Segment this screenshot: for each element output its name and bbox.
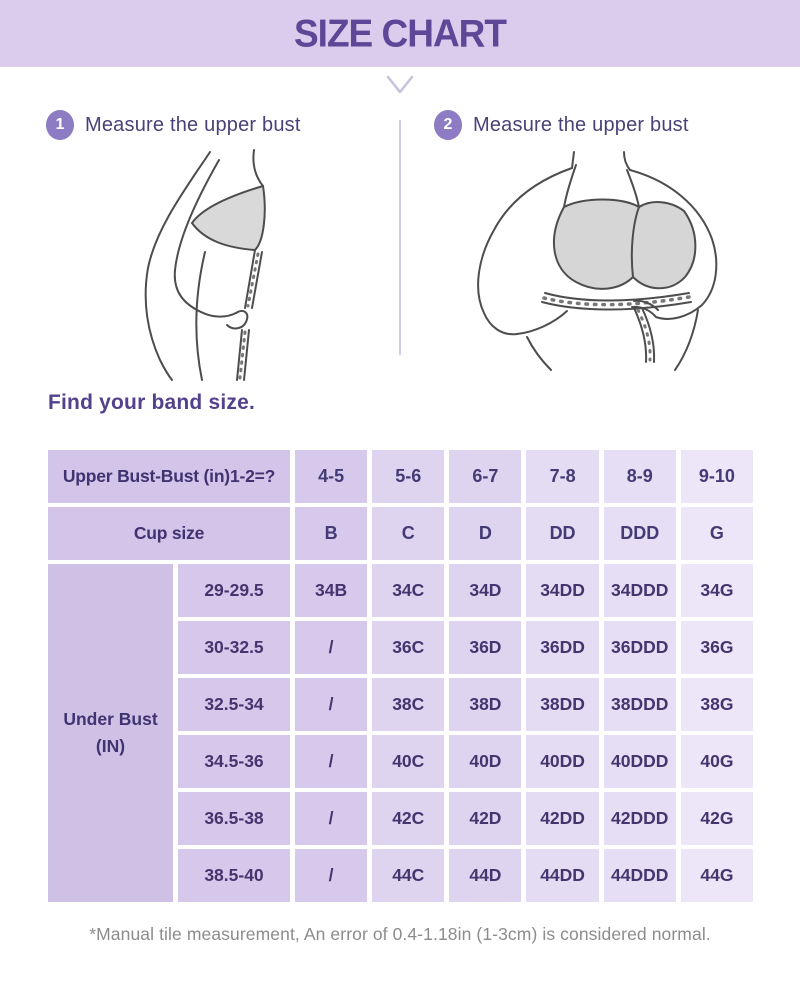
step-2-number-badge: 2: [434, 110, 462, 140]
table-size-value-cell: /: [295, 621, 367, 674]
table-size-value-cell: 44DDD: [604, 849, 676, 902]
table-header-diff-cell: 9-10: [681, 450, 753, 503]
table-size-value-cell: 40DDD: [604, 735, 676, 788]
front-view-measuring-svg: [426, 150, 771, 374]
step-2: [400, 110, 800, 140]
page-title: SIZE CHART: [294, 11, 506, 55]
table-band-range-cell: 36.5-38: [178, 792, 290, 845]
table-band-range-cell: 34.5-36: [178, 735, 290, 788]
table-size-value-cell: 44G: [681, 849, 753, 902]
section-divider: [399, 120, 401, 355]
table-size-value-cell: 38DD: [526, 678, 598, 731]
table-header-cup-cell: DD: [526, 507, 598, 560]
table-size-value-cell: 34C: [372, 564, 444, 617]
table-size-value-cell: 42DDD: [604, 792, 676, 845]
table-size-value-cell: 34D: [449, 564, 521, 617]
step-2-label: Measure the upper bust: [473, 113, 689, 136]
chevron-down-icon: [0, 74, 800, 96]
table-header-diff-cell: 7-8: [526, 450, 598, 503]
table-header-cup-cell: D: [449, 507, 521, 560]
side-view-measuring-illustration: [58, 146, 378, 389]
table-header-diff-cell: 6-7: [449, 450, 521, 503]
table-size-value-cell: /: [295, 678, 367, 731]
table-size-value-cell: 34G: [681, 564, 753, 617]
table-size-value-cell: 40D: [449, 735, 521, 788]
table-size-value-cell: 34B: [295, 564, 367, 617]
measurement-footnote: *Manual tile measurement, An error of 0.4-1.18in (1-3cm) is considered normal.: [89, 924, 711, 944]
table-header-diff-cell: 5-6: [372, 450, 444, 503]
table-size-value-cell: 36DDD: [604, 621, 676, 674]
table-size-value-cell: 38D: [449, 678, 521, 731]
table-size-value-cell: 42G: [681, 792, 753, 845]
table-size-value-cell: 34DDD: [604, 564, 676, 617]
side-view-measuring-svg: [58, 146, 378, 384]
table-size-value-cell: 38DDD: [604, 678, 676, 731]
table-size-value-cell: 42DD: [526, 792, 598, 845]
table-header-cup-cell: B: [295, 507, 367, 560]
size-table: [48, 450, 753, 902]
table-header-diff-cell: 8-9: [604, 450, 676, 503]
table-band-range-cell: 38.5-40: [178, 849, 290, 902]
table-size-value-cell: /: [295, 849, 367, 902]
table-size-value-cell: /: [295, 735, 367, 788]
table-band-range-cell: 32.5-34: [178, 678, 290, 731]
table-size-value-cell: 40DD: [526, 735, 598, 788]
table-band-range-cell: 30-32.5: [178, 621, 290, 674]
table-size-value-cell: 40C: [372, 735, 444, 788]
table-size-value-cell: 44C: [372, 849, 444, 902]
table-header-cup-cell: G: [681, 507, 753, 560]
table-size-value-cell: 42D: [449, 792, 521, 845]
table-size-value-cell: 36C: [372, 621, 444, 674]
step-1-label: Measure the upper bust: [85, 113, 301, 136]
table-size-value-cell: 36D: [449, 621, 521, 674]
band-size-heading: Find your band size.: [48, 391, 256, 414]
table-size-value-cell: 44DD: [526, 849, 598, 902]
table-header-cup-size-label: Cup size: [48, 507, 290, 560]
table-header-cup-cell: C: [372, 507, 444, 560]
table-size-value-cell: 38C: [372, 678, 444, 731]
table-under-bust-group-cell: Under Bust (IN): [48, 564, 173, 902]
table-size-value-cell: 42C: [372, 792, 444, 845]
table-header-upper-bust-label: Upper Bust-Bust (in)1-2=?: [48, 450, 290, 503]
table-size-value-cell: 40G: [681, 735, 753, 788]
header-bar: [0, 0, 800, 67]
table-size-value-cell: 36G: [681, 621, 753, 674]
table-header-cup-cell: DDD: [604, 507, 676, 560]
step-1: [0, 110, 400, 140]
table-header-diff-cell: 4-5: [295, 450, 367, 503]
table-size-value-cell: 44D: [449, 849, 521, 902]
step-1-number-badge: 1: [46, 110, 74, 140]
table-band-range-cell: 29-29.5: [178, 564, 290, 617]
front-view-measuring-illustration: [426, 150, 771, 379]
table-size-value-cell: 36DD: [526, 621, 598, 674]
table-size-value-cell: 38G: [681, 678, 753, 731]
table-size-value-cell: /: [295, 792, 367, 845]
table-size-value-cell: 34DD: [526, 564, 598, 617]
chevron-down-glyph: [385, 74, 415, 96]
